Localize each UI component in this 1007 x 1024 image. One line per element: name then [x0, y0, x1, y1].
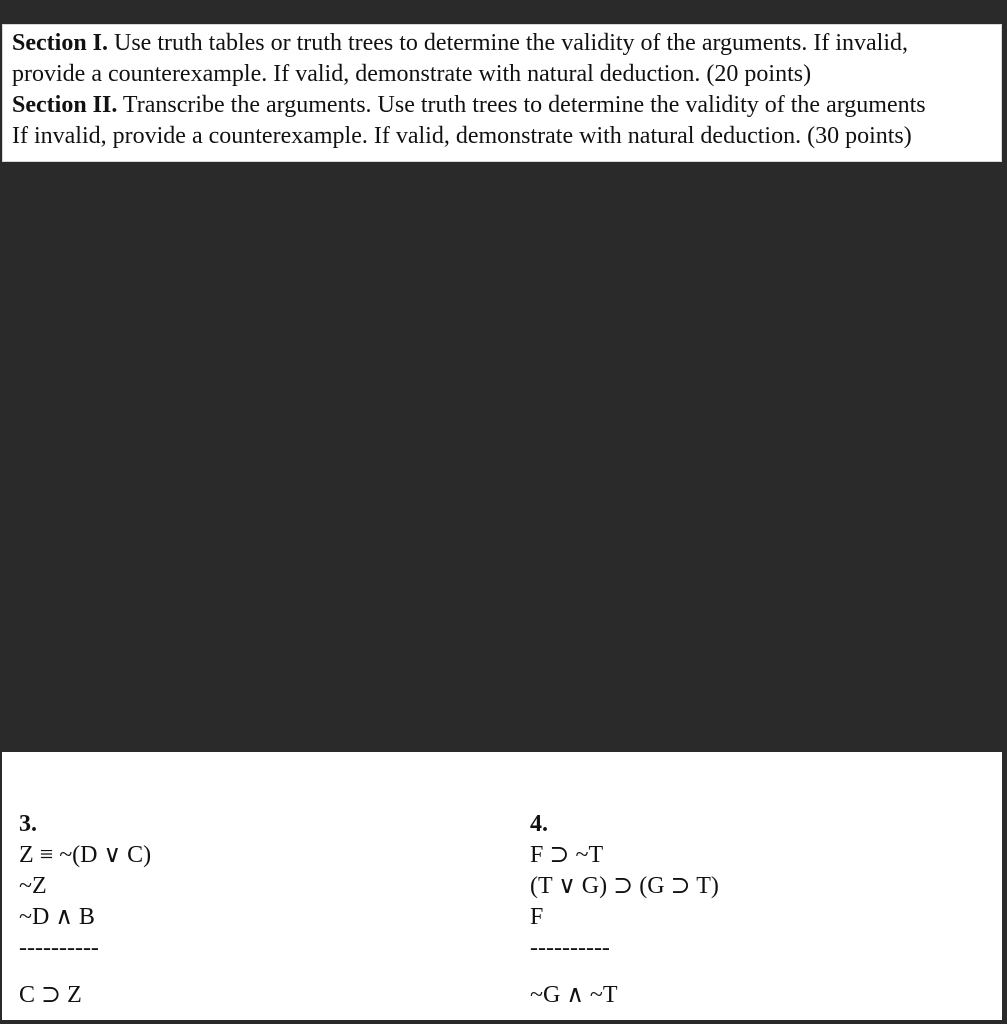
instructions-panel	[2, 24, 1002, 162]
problem-number: 4.	[530, 811, 548, 837]
problems-panel	[2, 752, 1002, 1020]
problem-number: 3.	[19, 811, 37, 837]
premise-1: Z ≡ ~(D ∨ C)	[19, 842, 152, 868]
section-2-line-1	[12, 90, 1001, 121]
section-1-line-2: provide a counterexample. If valid, demonstrate with natural deduction. (20 points)	[12, 61, 812, 87]
premise-1: F ⊃ ~T	[530, 842, 604, 868]
premise-2: ~Z	[19, 873, 47, 899]
section-2-label: Section II.	[12, 92, 118, 118]
problem-3	[19, 809, 151, 1011]
section-2-line-2: If invalid, provide a counterexample. If valid, demonstrate with natural deduction. (30 points)	[12, 123, 912, 149]
section-1-label: Section I.	[12, 30, 108, 56]
section-1-text: Use truth tables or truth trees to determine the validity of the arguments. If invalid,	[108, 30, 909, 56]
redacted-area	[0, 162, 1007, 752]
premise-2: (T ∨ G) ⊃ (G ⊃ T)	[530, 873, 719, 899]
conclusion-separator: ----------	[530, 935, 610, 961]
section-2-text: Transcribe the arguments. Use truth trees to determine the validity of the arguments	[117, 92, 926, 118]
conclusion: C ⊃ Z	[19, 982, 82, 1008]
problem-4	[530, 809, 719, 1011]
premise-3: ~D ∧ B	[19, 904, 95, 930]
conclusion: ~G ∧ ~T	[530, 982, 618, 1008]
premise-3: F	[530, 904, 544, 930]
conclusion-separator: ----------	[19, 935, 99, 961]
section-1-line-1	[12, 28, 1001, 59]
